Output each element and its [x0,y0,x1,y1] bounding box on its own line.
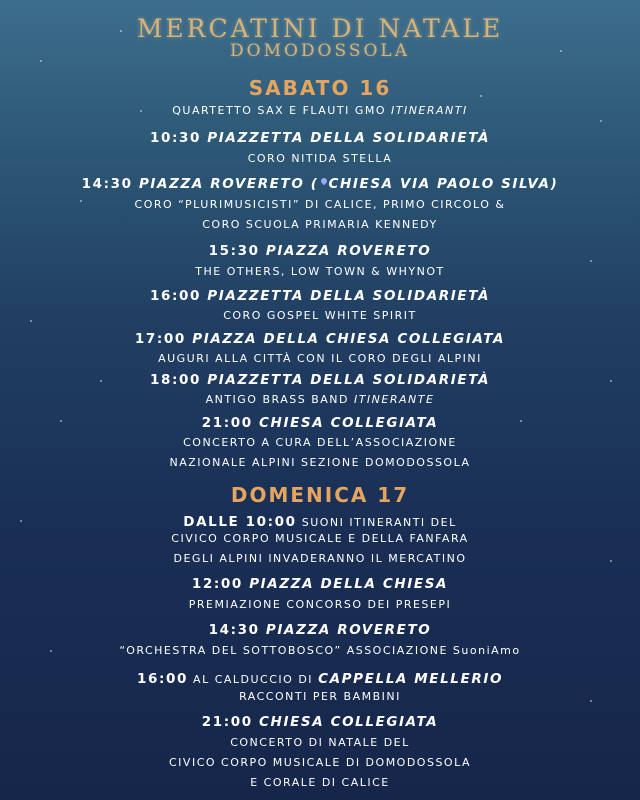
event-description: ANTIGO BRASS BAND ITINERANTE [205,393,435,406]
event-description: CORO SCUOLA PRIMARIA KENNEDY [202,218,438,231]
event-description: RACCONTI PER BAMBINI [239,690,401,703]
event-heading: 14:30 PIAZZA ROVERETO ( CHIESA VIA PAOLO SILVA) [81,176,559,192]
event-heading: 16:00 PIAZZETTA DELLA SOLIDARIETÀ [150,288,490,304]
poster-subtitle: DOMODOSSOLA [230,41,410,61]
event-heading: 21:00 CHIESA COLLEGIATA [201,714,439,730]
event-description: AUGURI ALLA CITTÀ CON IL CORO DEGLI ALPINI [158,352,482,365]
day-heading-saturday: SABATO 16 [248,76,392,100]
event-description: CIVICO CORPO MUSICALE E DELLA FANFARA [171,532,469,545]
event-heading: DALLE 10:00 SUONI ITINERANTI DEL [183,514,457,530]
poster-header [0,14,640,61]
event-heading: 21:00 CHIESA COLLEGIATA [201,415,439,431]
event-heading: 17:00 PIAZZA DELLA CHIESA COLLEGIATA [134,331,506,347]
event-description: PREMIAZIONE CONCORSO DEI PRESEPI [188,598,452,611]
event-description: CORO NITIDA STELLA [247,152,393,165]
saturday-intro: QUARTETTO SAX E FLAUTI GMO ITINERANTI [172,104,468,117]
event-description: CORO “PLURIMUSICISTI” DI CALICE, PRIMO CIRCOLO & [134,198,506,211]
event-heading: 16:00 AL CALDUCCIO DI CAPPELLA MELLERIO [136,671,504,687]
event-description: THE OTHERS, LOW TOWN & WHYNOT [195,265,445,278]
event-description: “ORCHESTRA DEL SOTTOBOSCO” ASSOCIAZIONE SuoniAmo [119,644,521,657]
event-heading: 18:00 PIAZZETTA DELLA SOLIDARIETÀ [150,372,490,388]
event-description: CIVICO CORPO MUSICALE DI DOMODOSSOLA [169,756,471,769]
poster-title: MERCATINI DI NATALE [136,14,504,43]
event-description: NAZIONALE ALPINI SEZIONE DOMODOSSOLA [169,456,471,469]
event-description: E CORALE DI CALICE [250,776,390,789]
event-description: CONCERTO DI NATALE DEL [230,736,410,749]
day-heading-sunday: DOMENICA 17 [230,483,410,507]
location-pin-icon [320,178,328,188]
event-heading: 14:30 PIAZZA ROVERETO [208,622,432,638]
event-heading: 10:30 PIAZZETTA DELLA SOLIDARIETÀ [150,130,490,146]
event-description: CORO GOSPEL WHITE SPIRIT [223,309,417,322]
event-description: DEGLI ALPINI INVADERANNO IL MERCATINO [173,552,467,565]
event-heading: 12:00 PIAZZA DELLA CHIESA [191,576,449,592]
event-description: CONCERTO A CURA DELL’ASSOCIAZIONE [183,436,457,449]
event-heading: 15:30 PIAZZA ROVERETO [208,243,432,259]
